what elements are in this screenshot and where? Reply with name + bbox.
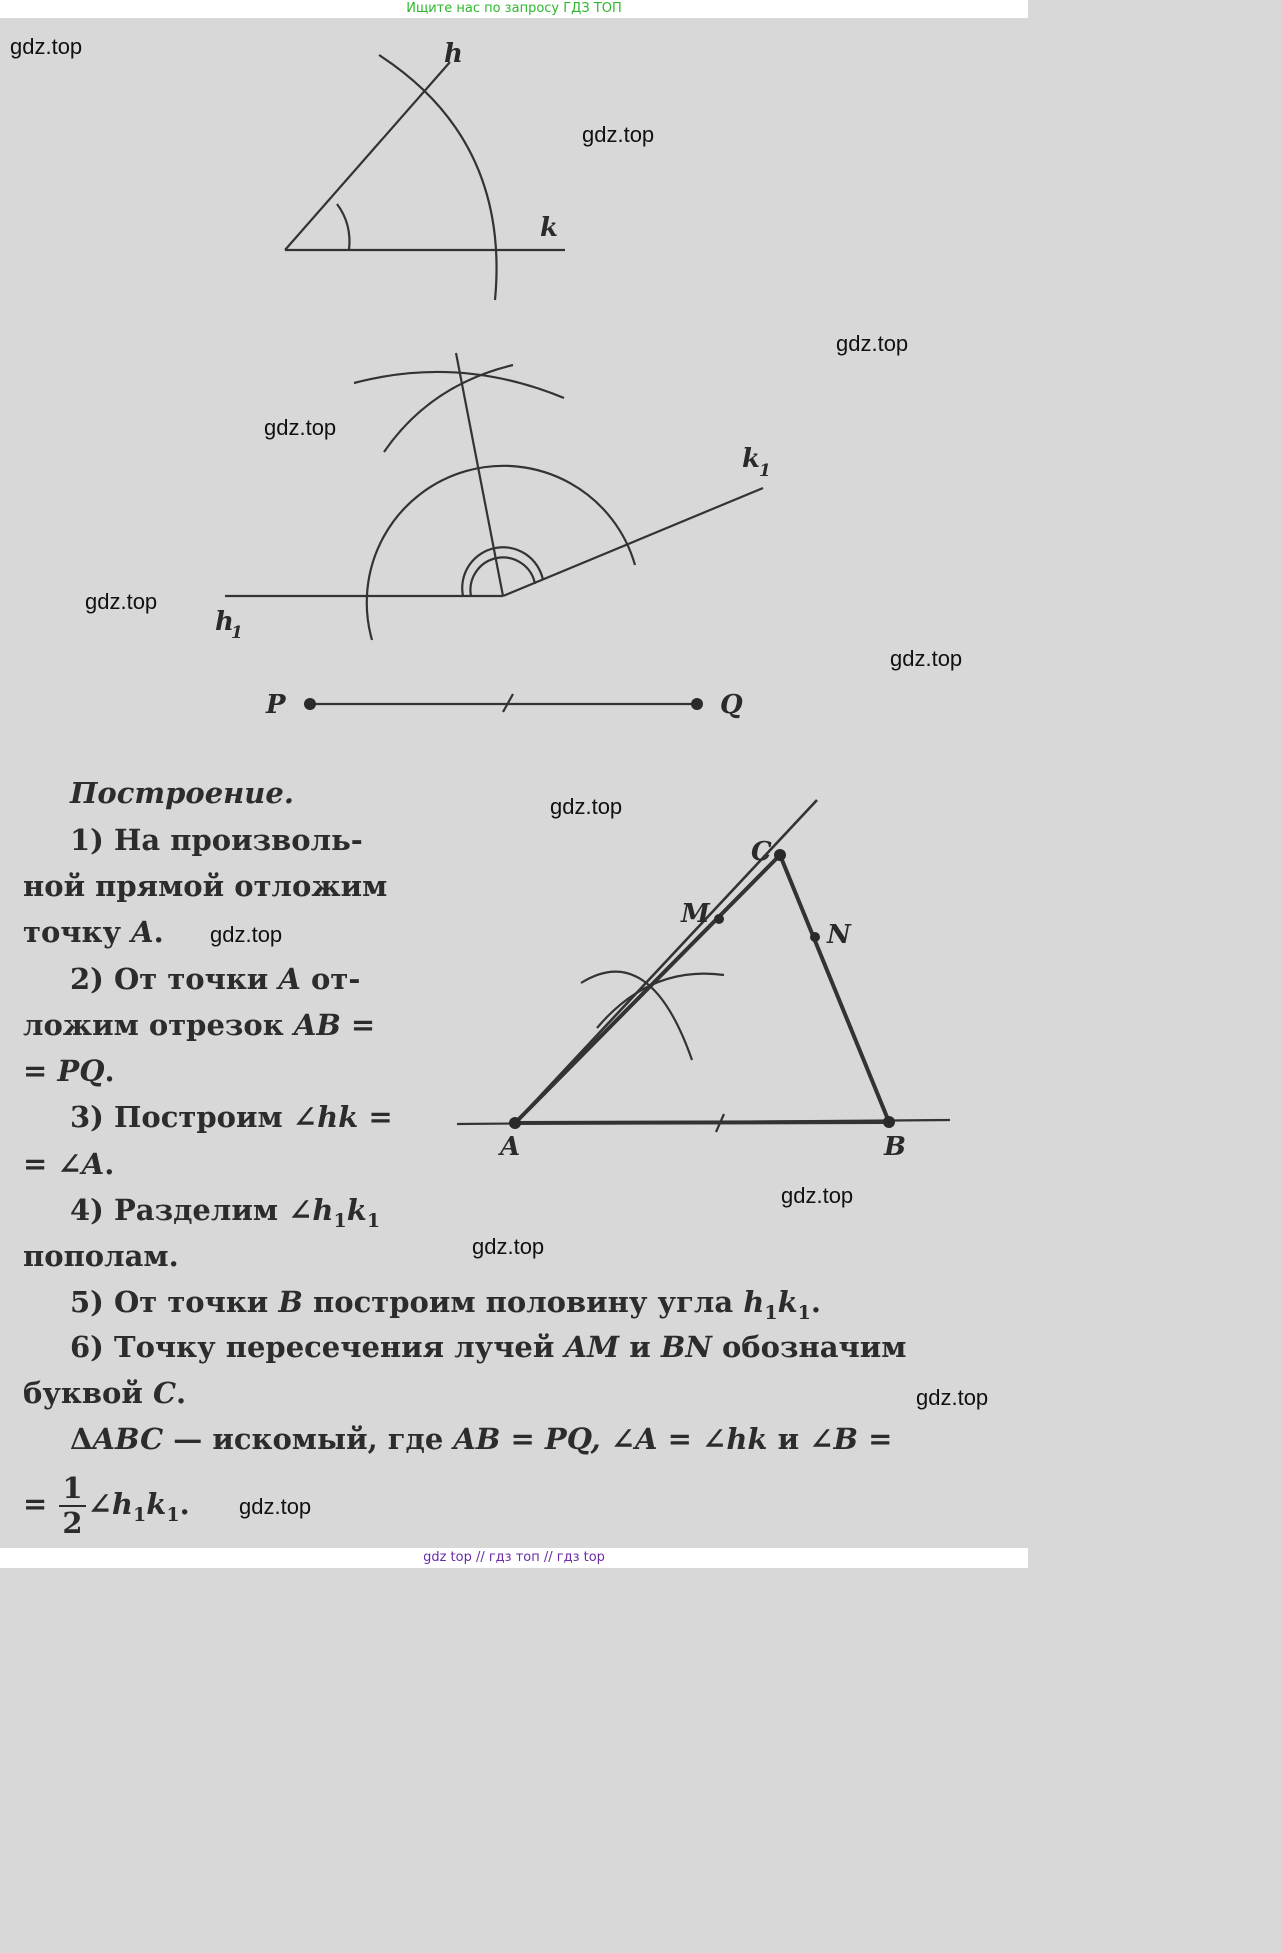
label-n: N xyxy=(827,920,851,950)
step-6-line-2: буквой C. xyxy=(23,1376,187,1410)
label-c: C xyxy=(751,837,772,867)
segment-pq-figure xyxy=(310,694,697,712)
watermark: gdz.top xyxy=(582,122,655,147)
watermark: gdz.top xyxy=(781,1183,854,1208)
step-3-line-1: 3) Построим ∠hk = xyxy=(70,1100,393,1134)
side-bc xyxy=(780,855,889,1122)
watermark: gdz.top xyxy=(264,415,337,440)
point-n xyxy=(810,932,820,942)
step-1-line-2: ной прямой отложим xyxy=(23,869,388,903)
side-ab xyxy=(515,1122,889,1123)
top-banner[interactable]: Ищите нас по запросу ГДЗ ТОП xyxy=(0,0,1028,18)
large-arc xyxy=(367,466,635,640)
result-line-2: = $\frac{1}{2}$ $\angle h_1k_1$. xyxy=(23,1471,190,1540)
result-line-1: ΔABC — искомый, где AB = PQ, ∠A = ∠hk и ∠B = xyxy=(70,1422,893,1456)
label-k: k xyxy=(540,213,559,243)
bottom-banner[interactable]: gdz top // гдз топ // гдз top xyxy=(0,1548,1028,1568)
step-4-line-1: 4) Разделим $\angle h_1k_1$ xyxy=(70,1193,381,1232)
point-m xyxy=(714,914,724,924)
watermark: gdz.top xyxy=(472,1234,545,1259)
point-c xyxy=(774,849,786,861)
angle-h1k1-figure xyxy=(225,353,763,640)
point-a xyxy=(509,1117,521,1129)
step-2-line-2: ложим отрезок AB = xyxy=(23,1008,376,1042)
watermark: gdz.top xyxy=(210,922,283,947)
label-h: h xyxy=(444,39,463,69)
label-h1-sub: 1 xyxy=(231,623,243,643)
step-1-line-1: 1) На произволь- xyxy=(70,823,363,857)
step-2-line-1: 2) От точки A от- xyxy=(70,962,361,996)
watermark: gdz.top xyxy=(836,331,909,356)
step-5: 5) От точки B построим половину угла $h_1k_1$. xyxy=(70,1285,821,1324)
step-2-line-3: = PQ. xyxy=(23,1054,115,1088)
label-m: M xyxy=(681,899,710,929)
bisector-ray xyxy=(456,353,503,596)
angle-hk-figure xyxy=(285,55,565,300)
label-a: A xyxy=(500,1132,521,1162)
step-4-line-2: пополам. xyxy=(23,1239,179,1273)
heading: Построение. xyxy=(70,776,294,810)
watermark: gdz.top xyxy=(890,646,963,671)
angle-arc xyxy=(337,204,350,250)
label-p: P xyxy=(266,690,286,720)
label-k1-sub: 1 xyxy=(759,461,771,481)
side-ac xyxy=(515,855,780,1123)
point-b xyxy=(883,1116,895,1128)
triangle-figure xyxy=(457,800,950,1132)
label-h1: h xyxy=(215,607,234,637)
step-3-line-2: = ∠A. xyxy=(23,1147,115,1181)
step-1-line-3: точку A. xyxy=(23,915,164,949)
watermark: gdz.top xyxy=(85,589,158,614)
label-q: Q xyxy=(720,690,743,720)
fraction-one-half: $\frac{1}{2}$ xyxy=(59,1474,85,1538)
point-p xyxy=(304,698,316,710)
watermark: gdz.top xyxy=(239,1494,312,1519)
watermark: gdz.top xyxy=(550,794,623,819)
compass-arc-1 xyxy=(581,972,692,1060)
label-b: B xyxy=(884,1132,906,1162)
point-q xyxy=(691,698,703,710)
step-6-line-1: 6) Точку пересечения лучей AM и BN обозначим xyxy=(70,1330,907,1364)
compass-arc xyxy=(379,55,497,300)
label-k1: k xyxy=(742,444,761,474)
watermark: gdz.top xyxy=(916,1385,989,1410)
watermark: gdz.top xyxy=(10,34,83,59)
